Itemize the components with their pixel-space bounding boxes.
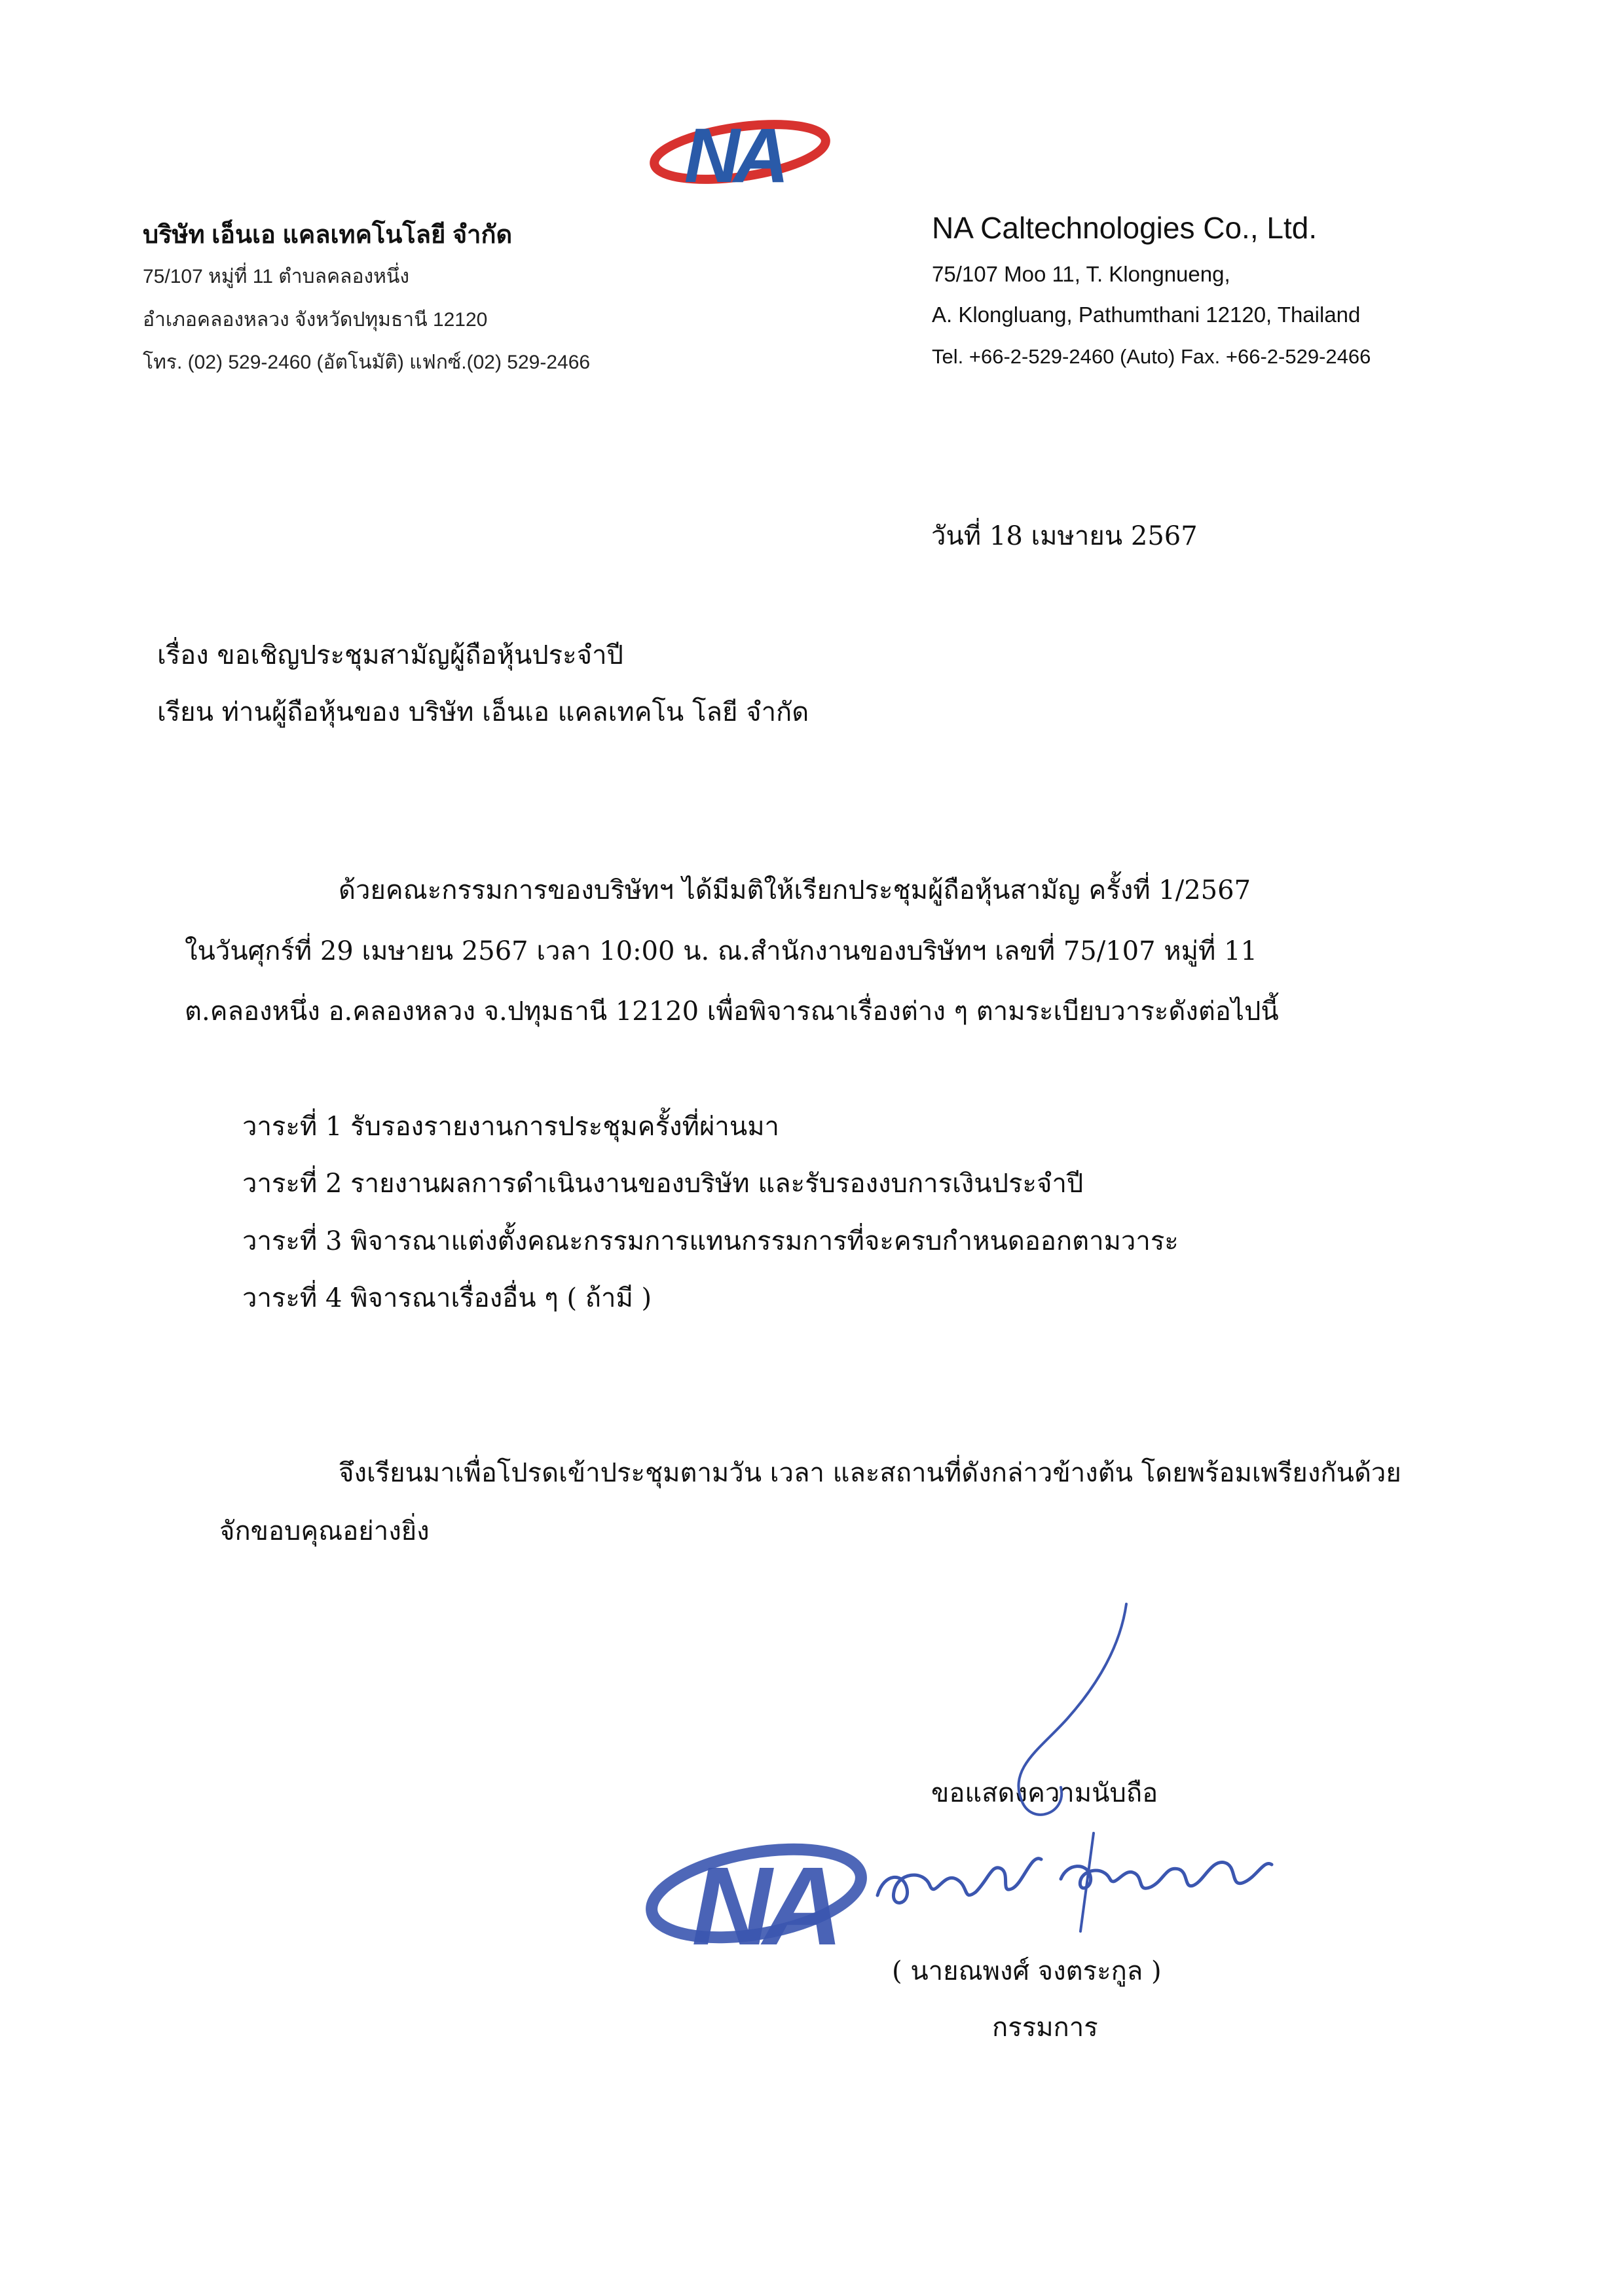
contact-en: Tel. +66-2-529-2460 (Auto) Fax. +66-2-529-2466: [932, 345, 1371, 368]
company-logo: [642, 111, 832, 196]
regards-text: ขอแสดงความนับถือ: [931, 1778, 1158, 1808]
logo-text: NA: [684, 113, 783, 196]
company-stamp: [645, 1833, 881, 1958]
address-line1-th: 75/107 หมู่ที่ 11 ตำบลคลองหนึ่ง: [143, 266, 410, 287]
agenda-item-1: วาระที่ 1 รับรองรายงานการประชุมครั้งที่ผ่านมา: [242, 1112, 780, 1142]
closing-line2: จักขอบคุณอย่างยิ่ง: [219, 1516, 430, 1546]
address-line1-en: 75/107 Moo 11, T. Klongnueng,: [932, 262, 1230, 286]
letter-date: วันที่ 18 เมษายน 2567: [931, 521, 1198, 551]
agenda-item-4: วาระที่ 4 พิจารณาเรื่องอื่น ๆ ( ถ้ามี ): [242, 1283, 652, 1313]
company-name-th: บริษัท เอ็นเอ แคลเทคโนโลยี จำกัด: [143, 221, 513, 249]
address-line2-th: อำเภอคลองหลวง จังหวัดปทุมธานี 12120: [143, 309, 488, 331]
letter-subject: เรื่อง ขอเชิญประชุมสามัญผู้ถือหุ้นประจำปี: [157, 640, 623, 670]
paragraph1-line1: ด้วยคณะกรรมการของบริษัทฯ ได้มีมติให้เรียกประชุมผู้ถือหุ้นสามัญ ครั้งที่ 1/2567: [339, 875, 1251, 905]
address-line2-en: A. Klongluang, Pathumthani 12120, Thailand: [932, 302, 1361, 327]
agenda-item-3: วาระที่ 3 พิจารณาแต่งตั้งคณะกรรมการแทนกรรมการที่จะครบกำหนดออกตามวาระ: [242, 1226, 1179, 1256]
contact-th: โทร. (02) 529-2460 (อัตโนมัติ) แฟกซ์.(02) 529-2466: [143, 352, 591, 373]
closing-line1: จึงเรียนมาเพื่อโปรดเข้าประชุมตามวัน เวลา และสถานที่ดังกล่าวข้างต้น โดยพร้อมเพรียงกันด้วย: [339, 1458, 1401, 1488]
letter-recipient: เรียน ท่านผู้ถือหุ้นของ บริษัท เอ็นเอ แคลเทคโน โลยี จำกัด: [157, 697, 809, 727]
signatory-position: กรรมการ: [992, 2013, 1098, 2043]
stamp-logo-text: NA: [692, 1844, 834, 1958]
paragraph1-line2: ในวันศุกร์ที่ 29 เมษายน 2567 เวลา 10:00 น. ณ.สำนักงานของบริษัทฯ เลขที่ 75/107 หมู่ที่ 11: [185, 936, 1257, 966]
agenda-item-2: วาระที่ 2 รายงานผลการดำเนินงานของบริษัท และรับรองงบการเงินประจำปี: [242, 1169, 1084, 1199]
paragraph1-line3: ต.คลองหนึ่ง อ.คลองหลวง จ.ปทุมธานี 12120 เพื่อพิจารณาเรื่องต่าง ๆ ตามระเบียบวาระดังต่อไปนี้: [185, 996, 1279, 1027]
company-name-en: NA Caltechnologies Co., Ltd.: [932, 211, 1318, 245]
signature-stroke: [969, 1597, 1139, 1938]
signatory-name: ( นายณพงศ์ จงตระกูล ): [892, 1956, 1162, 1986]
